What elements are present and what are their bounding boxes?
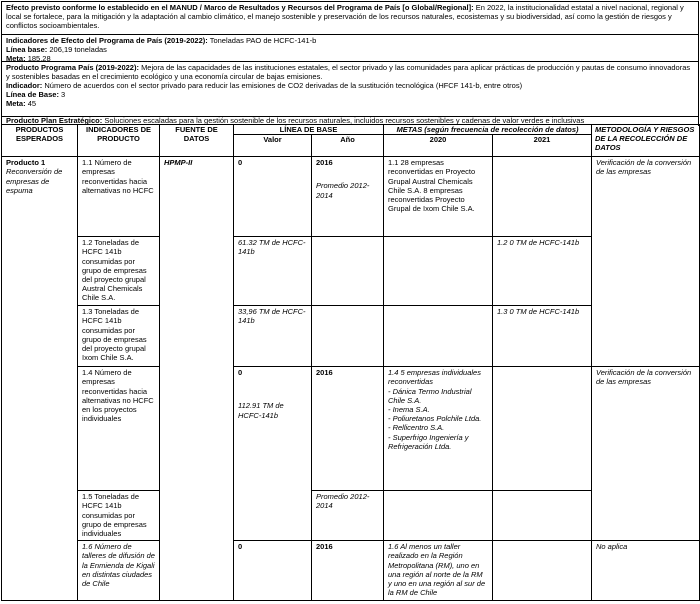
table-row — [2, 541, 700, 601]
indicadores-efecto-section — [1, 34, 699, 61]
meta-2020-cell — [384, 237, 493, 306]
indicador-cell: 1.2 Toneladas de HCFC 141b consumidas por grupo de empresas del proyecto grupal Austral Chemicals Chile S.A. — [78, 237, 160, 306]
valor-cell: 33,96 TM de HCFC-141b — [234, 306, 312, 367]
list-item: - Dánica Termo Industrial Chile S.A. — [388, 386, 472, 405]
indicador-cell: 1.3 Toneladas de HCFC 141b consumidas por grupo de empresas del proyecto grupal Ixom Chile S.A. — [78, 306, 160, 367]
meta-2020-cell: 1.1 28 empresas reconvertidas en Proyecto Grupal Austral Chemicals Chile S.A. 8 empresas reconvertidas Proyecto Grupal de Ixom Chile S.A. — [384, 157, 493, 237]
meta-title: 1.4 5 empresas individuales reconvertidas — [388, 368, 481, 387]
indicador-text: Número de acuerdos con el sector privado para reducir las emisiones de CO2 derivadas de la sustitución tecnológica (HFCF 141-b, entre otros) — [44, 81, 523, 90]
indicador-cell: 1.6 Número de talleres de difusión de la Enmienda de Kigali en distintas ciudades de Chile — [78, 541, 160, 601]
meta-2021-cell: 1.2 0 TM de HCFC-141b — [493, 237, 592, 306]
metodologia-cell: Verificación de la conversión de las empresas — [592, 157, 700, 367]
header-indicadores: INDICADORES DE PRODUCTO — [78, 125, 160, 157]
producto-plan-label: Producto Plan Estratégico: — [6, 116, 103, 125]
valor-cell: 0 — [234, 157, 312, 237]
meta-2020-cell — [384, 306, 493, 367]
anio-cell — [312, 306, 384, 367]
metodologia-cell: No aplica — [592, 541, 700, 601]
metodologia-cell: Verificación de la conversión de las empresas — [592, 367, 700, 541]
meta-value: 45 — [27, 99, 37, 108]
anio-promedio: Promedio 2012-2014 — [316, 181, 370, 200]
indicadores-efecto-text: Toneladas PAO de HCFC-141-b — [209, 36, 317, 45]
header-2020: 2020 — [384, 135, 493, 157]
valor-value: 0 — [238, 368, 243, 378]
anio-cell — [312, 157, 384, 237]
meta-value: 185,28 — [27, 54, 51, 61]
meta-label: Meta: — [6, 99, 26, 108]
list-item: - Rellicentro S.A. — [388, 423, 445, 433]
meta-2020-cell: 1.6 Al menos un taller realizado en la Región Metropolitana (RM), uno en una región al norte de la RM y uno en una región al sur de la RM de Chile — [384, 541, 493, 601]
header-anio: Año — [312, 135, 384, 157]
indicadores-efecto-label: Indicadores de Efecto del Programa de País (2019-2022): — [6, 36, 208, 45]
table-row — [2, 367, 700, 491]
producto-plan-text: Soluciones escaladas para la gestión sostenible de los recursos naturales, incluidos recursos sostenibles y cadenas de valor verdes e inclusivas — [104, 116, 585, 125]
valor-cell — [234, 367, 312, 541]
meta-2021-cell — [493, 157, 592, 237]
linea-base-value: 3 — [61, 90, 66, 99]
producto-programa-section — [1, 61, 699, 116]
list-item: - Superfrigo Ingeniería y Refrigeración Ltda. — [388, 432, 469, 451]
linea-base-label: Línea base: — [6, 45, 48, 54]
header-valor: Valor — [234, 135, 312, 157]
meta-2020-cell — [384, 367, 493, 491]
table-row — [2, 157, 700, 237]
anio-cell: Promedio 2012-2014 — [312, 491, 384, 541]
meta-2021-cell — [493, 491, 592, 541]
anio-cell: 2016 — [312, 541, 384, 601]
header-fuente: FUENTE DE DATOS — [160, 125, 234, 157]
producto-cell — [2, 157, 78, 601]
indicador-label: Indicador: — [6, 81, 43, 90]
list-item: - Inema S.A. — [388, 405, 430, 415]
header-2021: 2021 — [493, 135, 592, 157]
efecto-previsto-section — [1, 1, 699, 34]
efecto-label: Efecto previsto conforme lo establecido en el MANUD / Marco de Resultados y Recursos del Programa de País [o Global/Regional]: — [6, 3, 474, 12]
valor-cell: 0 — [234, 541, 312, 601]
meta-2020-cell — [384, 491, 493, 541]
producto-title: Producto 1 — [6, 158, 46, 168]
header-metas: METAS (según frecuencia de recolección de datos) — [384, 125, 592, 135]
results-table — [1, 124, 700, 601]
meta-2021-cell — [493, 541, 592, 601]
indicador-cell: 1.5 Toneladas de HCFC 141b consumidas por grupo de empresas individuales — [78, 491, 160, 541]
meta-label: Meta: — [6, 54, 26, 61]
linea-base-value: 206,19 toneladas — [49, 45, 107, 54]
list-item: - Poliuretanos Polchile Ltda. — [388, 414, 482, 424]
linea-base-label: Línea de Base: — [6, 90, 59, 99]
header-metodologia: METODOLOGÍA Y RIESGOS DE LA RECOLECCIÓN DE DATOS — [592, 125, 700, 157]
producto-programa-text: Mejora de las capacidades de las instituciones estatales, el sector privado y las comunidades para aplicar prácticas de producción y pautas de consumo innovadoras y sostenibles basadas en el crecimiento ecológico y una economía circular de bajas emisiones. — [6, 63, 691, 81]
efecto-text: En 2022, la institucionalidad estatal a nivel nacional, regional y local se fortalece, para la mitigación y la adaptación al cambio climático, el manejo sostenible y preservación de los recursos naturales, ecosistemas y su biodiversidad, así como la gestión de riesgos y conflictos socioambientales. — [6, 3, 684, 30]
indicador-cell: 1.1 Número de empresas reconvertidas hacia alternativas no HCFC — [78, 157, 160, 237]
anio-value: 2016 — [316, 158, 333, 168]
meta-2021-cell — [493, 367, 592, 491]
header-productos: PRODUCTOS ESPERADOS — [2, 125, 78, 157]
meta-2021-cell: 1.3 0 TM de HCFC-141b — [493, 306, 592, 367]
anio-cell: 2016 — [312, 367, 384, 491]
valor-cell: 61.32 TM de HCFC-141b — [234, 237, 312, 306]
producto-programa-label: Producto Programa País (2019-2022): — [6, 63, 139, 72]
indicador-cell: 1.4 Número de empresas reconvertidas hacia alternativas no HCFC en los proyectos individuales — [78, 367, 160, 491]
header-linea-base: LÍNEA DE BASE — [234, 125, 384, 135]
producto-desc: Reconversión de empresas de espuma — [6, 167, 63, 195]
anio-cell — [312, 237, 384, 306]
valor-tm: 112.91 TM de HCFC-141b — [238, 401, 284, 420]
fuente-cell: HPMP-II — [160, 157, 234, 601]
